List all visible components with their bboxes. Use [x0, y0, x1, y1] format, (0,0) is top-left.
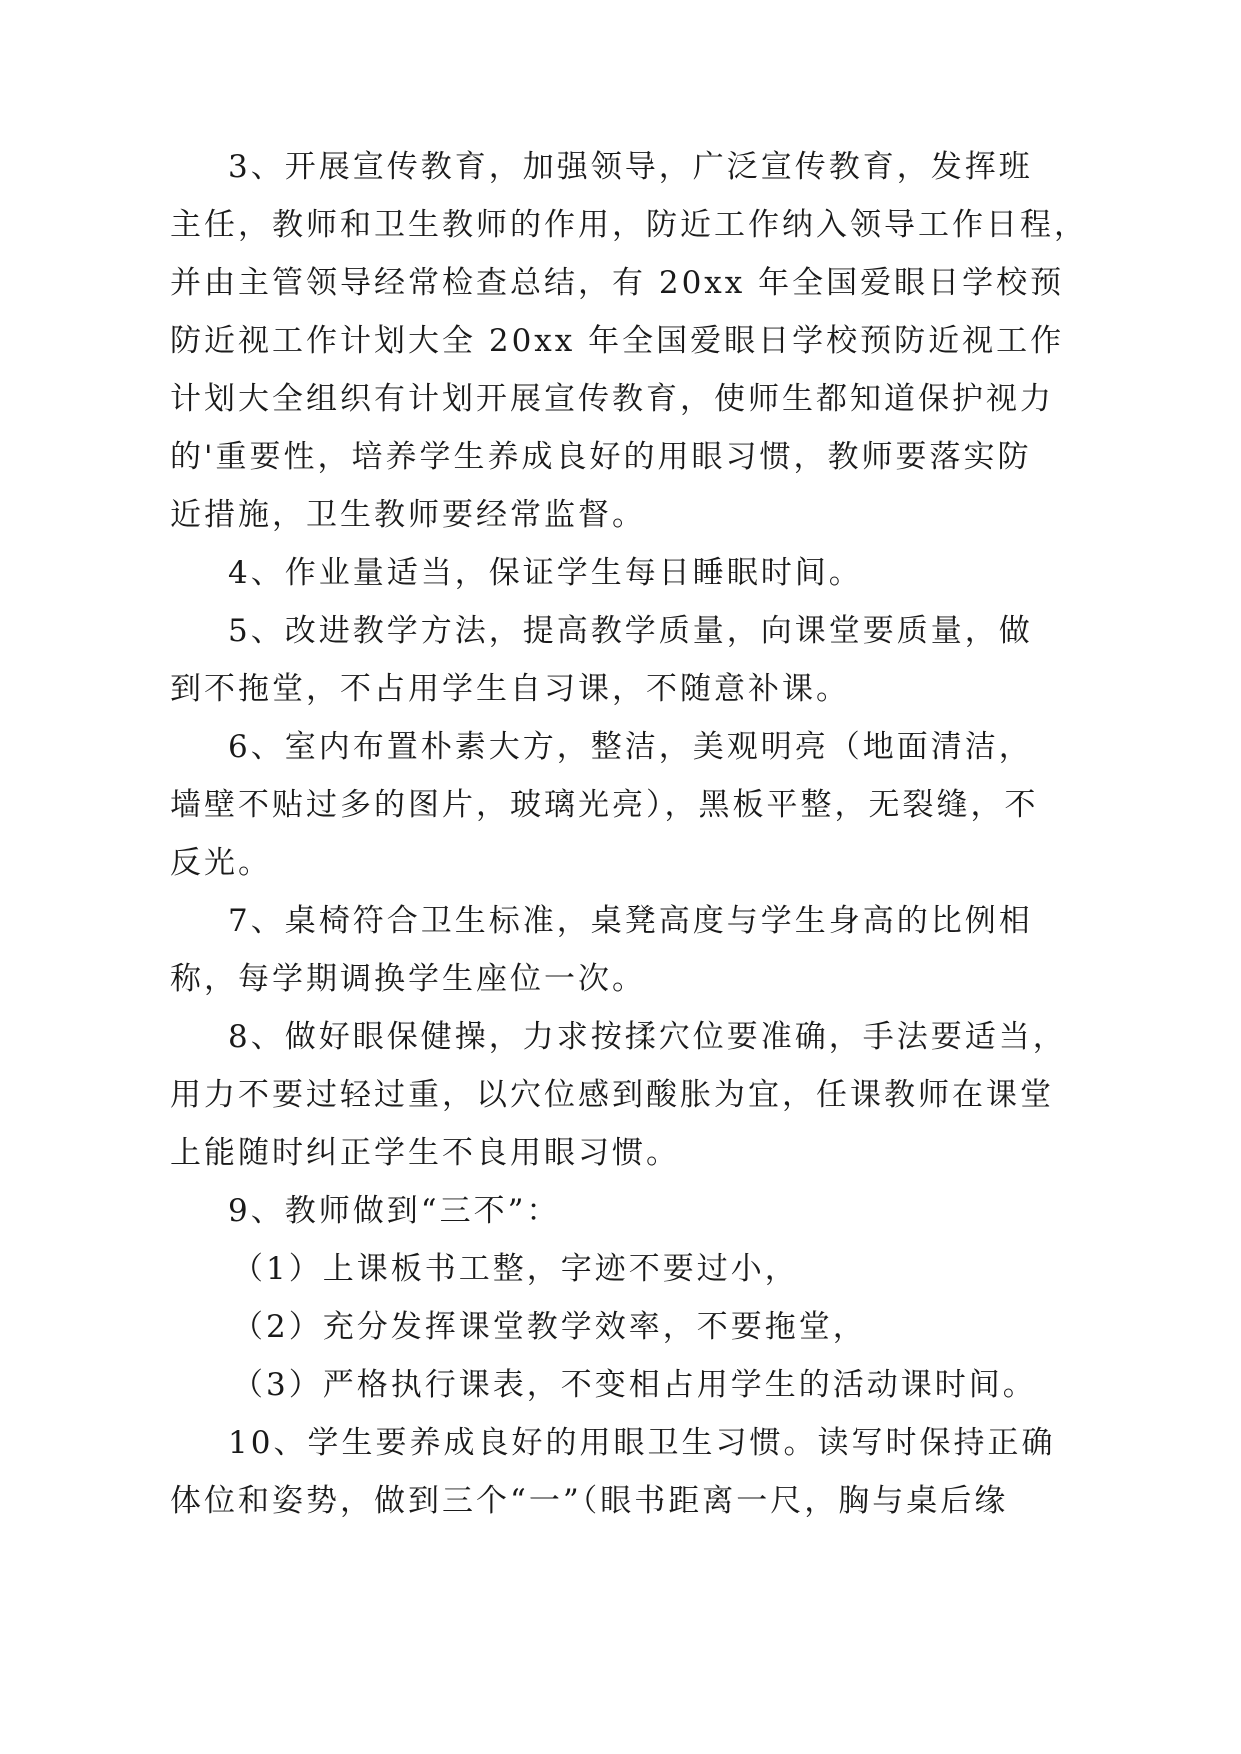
paragraph-8-line-1: 8、做好眼保健操，力求按揉穴位要准确，手法要适当，	[228, 1019, 1067, 1055]
paragraph-6-line-2: 墙壁不贴过多的图片，玻璃光亮），黑板平整，无裂缝，不	[170, 787, 1039, 823]
paragraph-9-line-1: 9、教师做到“三不”：	[228, 1193, 561, 1229]
paragraph-10-line-1: 10、学生要养成良好的用眼卫生习惯。读写时保持正确	[228, 1425, 1056, 1461]
subitem-3-line: （3）严格执行课表，不变相占用学生的活动课时间。	[232, 1367, 1037, 1403]
paragraph-10-line-2: 体位和姿势，做到三个“一”（眼书距离一尺，胸与桌后缘	[170, 1483, 1009, 1519]
paragraph-3-line-6: 的'重要性，培养学生养成良好的用眼习惯，教师要落实防	[170, 439, 1032, 475]
subitem-2-line: （2）充分发挥课堂教学效率，不要拖堂，	[232, 1309, 867, 1345]
paragraph-3-line-3: 并由主管领导经常检查总结，有 20xx 年全国爱眼日学校预	[170, 265, 1065, 301]
paragraph-6-line-3: 反光。	[170, 845, 272, 881]
paragraph-8-line-3: 上能随时纠正学生不良用眼习惯。	[170, 1135, 680, 1171]
paragraph-6-line-1: 6、室内布置朴素大方，整洁，美观明亮（地面清洁，	[228, 729, 1033, 765]
paragraph-7-line-2: 称，每学期调换学生座位一次。	[170, 961, 646, 997]
paragraph-4-line-1: 4、作业量适当，保证学生每日睡眠时间。	[228, 555, 863, 591]
paragraph-3-line-4: 防近视工作计划大全 20xx 年全国爱眼日学校预防近视工作	[170, 323, 1065, 359]
paragraph-5-line-2: 到不拖堂，不占用学生自习课，不随意补课。	[170, 671, 850, 707]
paragraph-3-line-7: 近措施，卫生教师要经常监督。	[170, 497, 646, 533]
paragraph-3-line-2: 主任，教师和卫生教师的作用，防近工作纳入领导工作日程，	[170, 207, 1088, 243]
paragraph-8-line-2: 用力不要过轻过重，以穴位感到酸胀为宜，任课教师在课堂	[170, 1077, 1054, 1113]
subitem-1-line: （1）上课板书工整，字迹不要过小，	[232, 1251, 799, 1287]
paragraph-5-line-1: 5、改进教学方法，提高教学质量，向课堂要质量，做	[228, 613, 1033, 649]
paragraph-7-line-1: 7、桌椅符合卫生标准，桌凳高度与学生身高的比例相	[228, 903, 1033, 939]
paragraph-3-line-1: 3、开展宣传教育，加强领导，广泛宣传教育，发挥班	[228, 149, 1033, 185]
paragraph-3-line-5: 计划大全组织有计划开展宣传教育，使师生都知道保护视力	[170, 381, 1054, 417]
